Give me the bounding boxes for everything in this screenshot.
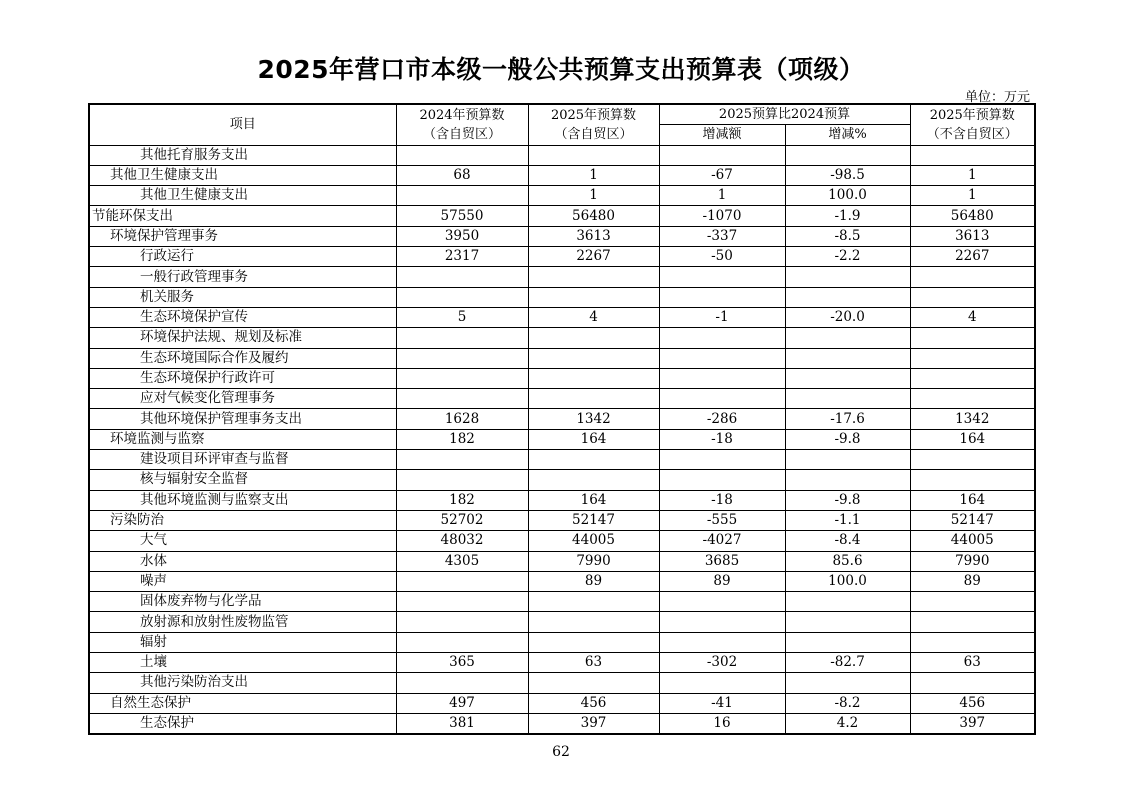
cell-change-pct: 85.6 [785,551,910,571]
cell-2024: 381 [396,713,528,734]
cell-change-pct: 4.2 [785,713,910,734]
cell-change-amount: -302 [659,653,785,673]
cell-2025-excl: 164 [910,429,1035,449]
row-name: 放射源和放射性废物监管 [89,612,396,632]
cell-2025-excl [910,348,1035,368]
cell-change-pct [785,287,910,307]
table-row [89,470,1035,490]
table-row [89,145,1035,165]
row-name: 其他托育服务支出 [89,145,396,165]
cell-2025: 89 [528,571,659,591]
cell-change-pct: -8.5 [785,226,910,246]
cell-change-pct: 100.0 [785,186,910,206]
cell-2025-excl [910,470,1035,490]
cell-2025 [528,470,659,490]
row-name: 土壤 [89,653,396,673]
cell-2024: 4305 [396,551,528,571]
cell-change-pct: -17.6 [785,409,910,429]
cell-2024 [396,389,528,409]
page-title: 2025年营口市本级一般公共预算支出预算表（项级） [257,55,865,84]
cell-2025-excl [910,368,1035,388]
cell-2025 [528,328,659,348]
row-name: 固体废弃物与化学品 [89,592,396,612]
cell-2025 [528,145,659,165]
row-name: 环境监测与监察 [89,429,396,449]
cell-change-pct: -98.5 [785,165,910,185]
cell-2025: 1 [528,186,659,206]
cell-change-amount [659,673,785,693]
table-row [89,490,1035,510]
row-name: 辐射 [89,632,396,652]
row-name: 建设项目环评审查与监督 [89,450,396,470]
cell-2025-excl [910,389,1035,409]
cell-2025: 63 [528,653,659,673]
cell-2024: 5 [396,307,528,327]
table-row [89,450,1035,470]
row-name: 自然生态保护 [89,693,396,713]
cell-change-amount: 3685 [659,551,785,571]
cell-change-amount: -286 [659,409,785,429]
cell-change-pct [785,673,910,693]
budget-table [88,103,1036,735]
header-change-amount: 增减额 [659,125,785,145]
cell-change-amount: -67 [659,165,785,185]
cell-2025: 56480 [528,206,659,226]
row-name: 其他卫生健康支出 [89,186,396,206]
cell-change-amount: -337 [659,226,785,246]
row-name: 环境保护法规、规划及标准 [89,328,396,348]
row-name: 噪声 [89,571,396,591]
cell-2025: 456 [528,693,659,713]
cell-2025-excl: 456 [910,693,1035,713]
cell-2025 [528,632,659,652]
cell-2025: 52147 [528,510,659,530]
row-name: 机关服务 [89,287,396,307]
cell-2025-excl [910,673,1035,693]
row-name: 一般行政管理事务 [89,267,396,287]
cell-2025-excl [910,592,1035,612]
header-change-pct: 增减% [785,125,910,145]
cell-2025-excl: 1342 [910,409,1035,429]
cell-change-pct [785,612,910,632]
cell-2024: 48032 [396,531,528,551]
cell-2024 [396,592,528,612]
cell-2025-excl [910,612,1035,632]
cell-2025: 44005 [528,531,659,551]
cell-2025-excl [910,145,1035,165]
cell-2024 [396,145,528,165]
cell-2025-excl: 4 [910,307,1035,327]
cell-change-pct: -8.2 [785,693,910,713]
table-row [89,226,1035,246]
cell-change-amount: -4027 [659,531,785,551]
table-row [89,206,1035,226]
cell-2024 [396,328,528,348]
unit-label: 单位：万元 [964,90,1030,105]
cell-2025: 4 [528,307,659,327]
cell-change-amount [659,612,785,632]
cell-2025-excl: 56480 [910,206,1035,226]
cell-change-amount [659,592,785,612]
table-row [89,267,1035,287]
row-name: 其他污染防治支出 [89,673,396,693]
row-name: 其他卫生健康支出 [89,165,396,185]
header-2025-excl [910,104,1035,145]
cell-2024: 57550 [396,206,528,226]
cell-2025-excl [910,328,1035,348]
cell-2024 [396,368,528,388]
cell-change-amount: -50 [659,247,785,267]
cell-2024: 3950 [396,226,528,246]
table-row [89,287,1035,307]
table-row [89,592,1035,612]
table-row [89,632,1035,652]
cell-2025 [528,368,659,388]
cell-2025 [528,673,659,693]
cell-2024 [396,470,528,490]
cell-change-amount: 1 [659,186,785,206]
cell-2024: 497 [396,693,528,713]
cell-change-amount [659,145,785,165]
cell-2025-excl: 164 [910,490,1035,510]
cell-change-pct [785,368,910,388]
row-name: 生态环境国际合作及履约 [89,348,396,368]
table-row [89,531,1035,551]
cell-change-amount: -555 [659,510,785,530]
cell-change-amount: 89 [659,571,785,591]
cell-change-amount: 16 [659,713,785,734]
cell-2024: 182 [396,429,528,449]
cell-2025: 1 [528,165,659,185]
cell-2024: 2317 [396,247,528,267]
cell-2025 [528,389,659,409]
cell-2025 [528,612,659,632]
row-name: 行政运行 [89,247,396,267]
cell-change-amount [659,287,785,307]
cell-2024: 52702 [396,510,528,530]
row-name: 核与辐射安全监督 [89,470,396,490]
table-row [89,307,1035,327]
cell-change-pct: -9.8 [785,490,910,510]
header-2025-excl-line2: （不含自贸区） [926,126,1018,142]
cell-change-pct [785,592,910,612]
cell-2025: 7990 [528,551,659,571]
row-name: 其他环境保护管理事务支出 [89,409,396,429]
cell-2025 [528,348,659,368]
table-header [89,104,1035,145]
row-name: 污染防治 [89,510,396,530]
table-row [89,186,1035,206]
cell-2025: 397 [528,713,659,734]
table-row [89,551,1035,571]
row-name: 大气 [89,531,396,551]
cell-2024 [396,267,528,287]
header-2025-excl-line1: 2025年预算数 [929,107,1015,123]
header-2025-line1: 2025年预算数 [550,107,637,123]
cell-change-pct [785,450,910,470]
cell-change-pct [785,632,910,652]
cell-2025-excl: 44005 [910,531,1035,551]
cell-2025-excl [910,287,1035,307]
cell-change-amount [659,470,785,490]
header-2024 [396,104,528,145]
cell-2025-excl [910,632,1035,652]
cell-2024 [396,571,528,591]
cell-2024: 1628 [396,409,528,429]
cell-2024 [396,450,528,470]
cell-2025-excl: 89 [910,571,1035,591]
cell-2025-excl: 3613 [910,226,1035,246]
cell-2025-excl: 2267 [910,247,1035,267]
table-row [89,653,1035,673]
table-row [89,673,1035,693]
table-row [89,429,1035,449]
cell-change-amount [659,267,785,287]
cell-2025 [528,267,659,287]
header-2024-line2: （含自贸区） [422,126,501,142]
table-row [89,165,1035,185]
cell-2024 [396,612,528,632]
row-name: 生态环境保护行政许可 [89,368,396,388]
cell-2025-excl: 1 [910,186,1035,206]
cell-change-pct: -1.9 [785,206,910,226]
row-name: 生态环境保护宣传 [89,307,396,327]
cell-change-amount [659,632,785,652]
cell-change-amount: -1070 [659,206,785,226]
table-row [89,713,1035,734]
cell-change-pct [785,145,910,165]
table-row [89,368,1035,388]
cell-change-pct: 100.0 [785,571,910,591]
cell-2025-excl [910,267,1035,287]
cell-2025 [528,592,659,612]
cell-change-pct: -9.8 [785,429,910,449]
cell-change-amount [659,450,785,470]
row-name: 环境保护管理事务 [89,226,396,246]
row-name: 节能环保支出 [89,206,396,226]
cell-2025: 164 [528,490,659,510]
cell-2025 [528,450,659,470]
table-row [89,612,1035,632]
table-row [89,409,1035,429]
page-number: 62 [552,744,570,760]
cell-change-amount [659,328,785,348]
cell-change-pct [785,470,910,490]
cell-change-pct [785,267,910,287]
table-row [89,571,1035,591]
cell-2025-excl: 7990 [910,551,1035,571]
row-name: 水体 [89,551,396,571]
row-name: 生态保护 [89,713,396,734]
cell-2025: 1342 [528,409,659,429]
cell-change-amount [659,348,785,368]
table-row [89,247,1035,267]
cell-change-amount: -1 [659,307,785,327]
cell-2024 [396,348,528,368]
cell-change-pct: -1.1 [785,510,910,530]
header-item: 项目 [89,104,396,145]
row-name: 应对气候变化管理事务 [89,389,396,409]
cell-2024: 365 [396,653,528,673]
cell-change-amount [659,389,785,409]
cell-2025: 2267 [528,247,659,267]
cell-change-pct: -20.0 [785,307,910,327]
table-row [89,348,1035,368]
cell-2025: 3613 [528,226,659,246]
cell-change-pct: -8.4 [785,531,910,551]
cell-change-pct [785,389,910,409]
cell-change-amount: -18 [659,490,785,510]
cell-2025-excl: 63 [910,653,1035,673]
header-2025-line2: （含自贸区） [554,126,633,142]
table-body [89,145,1035,734]
cell-2025-excl: 52147 [910,510,1035,530]
cell-2024 [396,186,528,206]
table-row [89,510,1035,530]
cell-2025-excl: 397 [910,713,1035,734]
table-row [89,389,1035,409]
cell-2025: 164 [528,429,659,449]
cell-change-pct: -2.2 [785,247,910,267]
cell-change-pct: -82.7 [785,653,910,673]
cell-change-pct [785,328,910,348]
cell-2024 [396,632,528,652]
cell-2025 [528,287,659,307]
cell-2024 [396,287,528,307]
cell-change-amount: -18 [659,429,785,449]
cell-change-amount [659,368,785,388]
cell-2025-excl [910,450,1035,470]
table-row [89,328,1035,348]
row-name: 其他环境监测与监察支出 [89,490,396,510]
header-compare: 2025预算比2024预算 [659,104,910,125]
header-2025 [528,104,659,145]
cell-2024: 68 [396,165,528,185]
cell-change-pct [785,348,910,368]
header-2024-line1: 2024年预算数 [419,107,505,123]
cell-2024: 182 [396,490,528,510]
table-row [89,693,1035,713]
cell-2024 [396,673,528,693]
cell-2025-excl: 1 [910,165,1035,185]
cell-change-amount: -41 [659,693,785,713]
